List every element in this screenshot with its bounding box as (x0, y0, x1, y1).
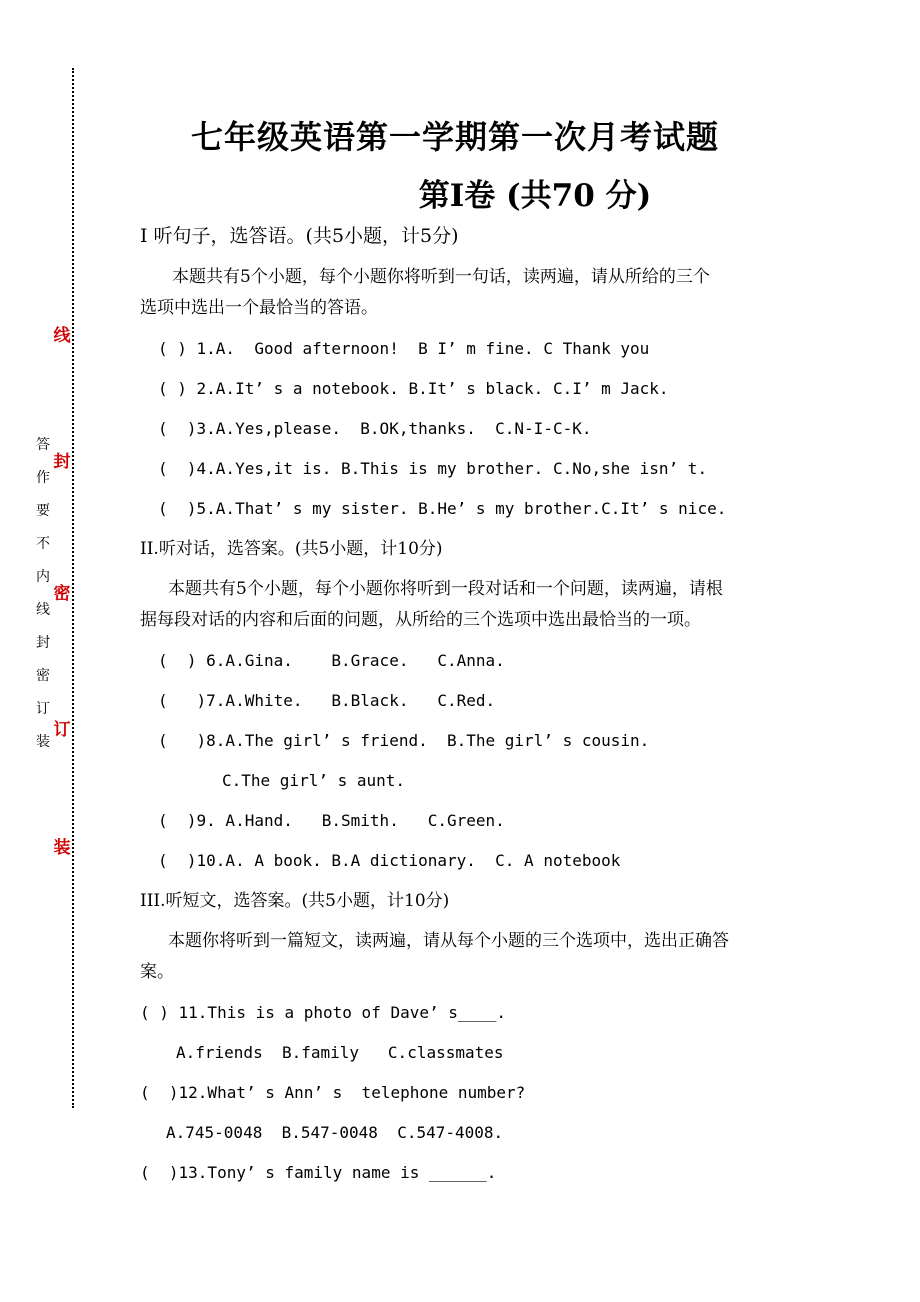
question-item-option: A.745-0048 B.547-0048 C.547-4008. (166, 1123, 504, 1142)
question-item: ( )7.A.White. B.Black. C.Red. (158, 691, 496, 710)
binding-mark-zhuang: 装 (53, 838, 71, 858)
note-char: 要 (36, 503, 50, 519)
note-char: 不 (36, 536, 50, 552)
binding-mark-mi: 密 (53, 584, 71, 604)
question-item: ( )13.Tony’ s family name is ______. (140, 1163, 497, 1182)
page-title: 七年级英语第一学期第一次月考试题 (190, 118, 719, 156)
binding-mark-ding: 订 (53, 720, 71, 740)
question-item: ( )3.A.Yes,please. B.OK,thanks. C.N-I-C-K. (158, 419, 592, 438)
section-instruction: 本题你将听到一篇短文，读两遍，请从每个小题的三个选项中，选出正确答 (168, 931, 729, 951)
question-item-option: C.The girl’ s aunt. (222, 771, 406, 790)
note-char: 封 (36, 635, 50, 651)
question-item: ( )4.A.Yes,it is. B.This is my brother. C.No,she isn’ t. (158, 459, 708, 478)
section-instruction: 本题共有5个小题，每个小题你将听到一句话，读两遍，请从所给的三个 (172, 267, 710, 287)
note-char: 答 (36, 437, 50, 453)
question-item: ( ) 1.A. Good afternoon! B I’ m fine. C Thank you (158, 339, 650, 358)
question-item-option: A.friends B.family C.classmates (176, 1043, 504, 1062)
question-item: ( ) 11.This is a photo of Dave’ s____. (140, 1003, 507, 1022)
section-instruction: 据每段对话的内容和后面的问题，从所给的三个选项中选出最恰当的一项。 (140, 610, 701, 630)
section-heading: I 听句子，选答语。(共5小题，计5分) (140, 225, 459, 247)
question-item: ( )12.What’ s Ann’ s telephone number? (140, 1083, 526, 1102)
section-heading: III.听短文，选答案。(共5小题，计10分) (140, 891, 450, 911)
section-instruction: 本题共有5个小题，每个小题你将听到一段对话和一个问题，读两遍，请根 (168, 579, 723, 599)
note-char: 线 (36, 602, 50, 618)
question-item: ( )5.A.That’ s my sister. B.He’ s my brother.C.It’ s nice. (158, 499, 727, 518)
section-instruction: 选项中选出一个最恰当的答语。 (140, 298, 378, 318)
note-char: 密 (36, 668, 50, 684)
page-subtitle: 第Ⅰ卷 (共70 分) (418, 178, 652, 214)
question-item: ( )8.A.The girl’ s friend. B.The girl’ s cousin. (158, 731, 650, 750)
note-char: 内 (36, 569, 50, 585)
binding-mark-feng: 封 (53, 452, 71, 472)
note-char: 订 (36, 701, 50, 717)
question-item: ( ) 6.A.Gina. B.Grace. C.Anna. (158, 651, 505, 670)
question-item: ( )9. A.Hand. B.Smith. C.Green. (158, 811, 505, 830)
binding-dotted-line (72, 68, 74, 1108)
binding-mark-xian: 线 (53, 326, 71, 346)
question-item: ( ) 2.A.It’ s a notebook. B.It’ s black. C.I’ m Jack. (158, 379, 669, 398)
binding-vertical-note (33, 438, 53, 768)
question-item: ( )10.A. A book. B.A dictionary. C. A notebook (158, 851, 621, 870)
note-char: 作 (36, 470, 50, 486)
section-instruction: 案。 (140, 962, 174, 982)
note-char: 装 (36, 734, 50, 750)
section-heading: II.听对话，选答案。(共5小题，计10分) (140, 539, 443, 559)
